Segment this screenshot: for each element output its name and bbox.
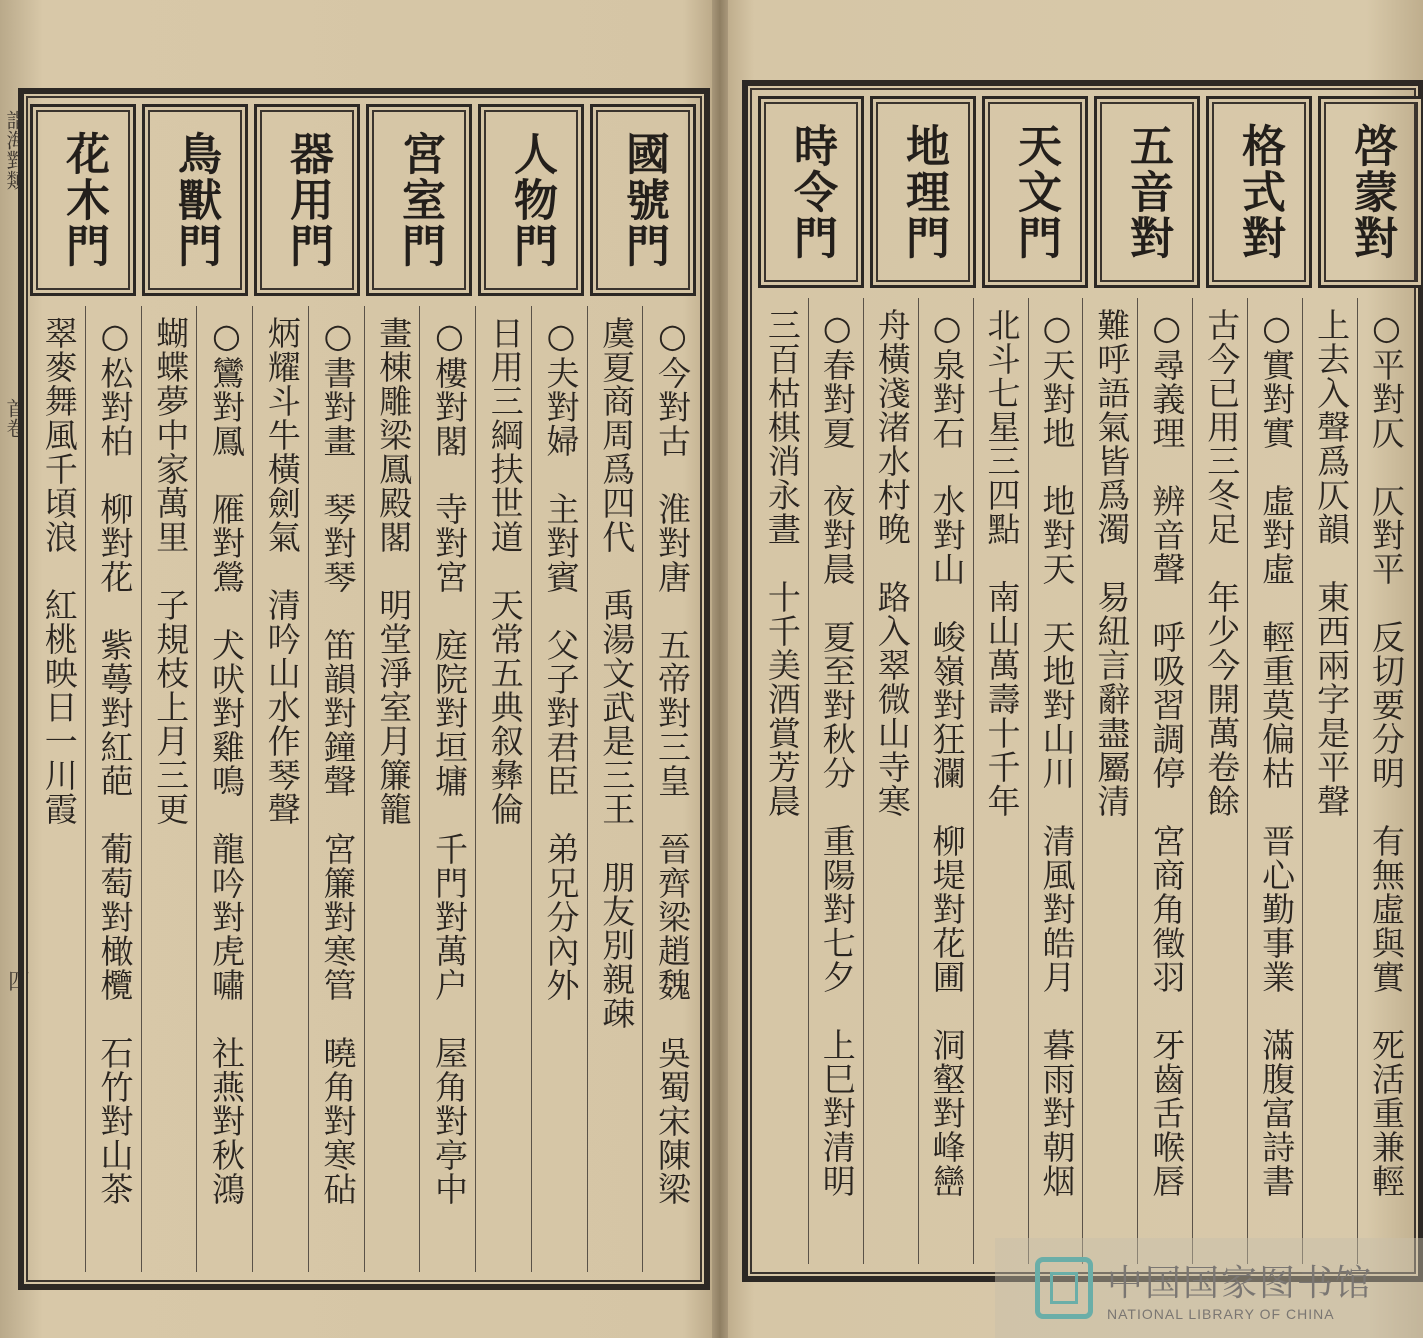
header-wuyin: 五音對 bbox=[1094, 96, 1200, 288]
text-column: ○今對古 淮對唐 五帝對三皇 晉齊梁趙魏 吳蜀宋陳梁 bbox=[642, 306, 698, 1272]
header-gongshi: 宮室門 bbox=[366, 104, 472, 296]
header-shiling: 時令門 bbox=[758, 96, 864, 288]
right-header-row bbox=[758, 96, 1423, 288]
header-geshi: 格式對 bbox=[1206, 96, 1312, 288]
text-column: 畫棟雕梁鳳殿閣 明堂淨室月簾籠 bbox=[364, 306, 420, 1272]
left-text-columns bbox=[30, 306, 698, 1272]
text-column: ○平對仄 仄對平 反切要分明 有無虛與實 死活重兼輕 bbox=[1357, 298, 1412, 1264]
left-header-row bbox=[30, 104, 696, 296]
library-logo-icon bbox=[1035, 1257, 1093, 1319]
header-guohao: 國號門 bbox=[590, 104, 696, 296]
watermark-text bbox=[1107, 1255, 1373, 1322]
library-watermark bbox=[995, 1238, 1423, 1338]
text-column: ○天對地 地對天 天地對山川 清風對皓月 暮雨對朝烟 bbox=[1028, 298, 1083, 1264]
watermark-english: NATIONAL LIBRARY OF CHINA bbox=[1107, 1305, 1335, 1322]
margin-title: 詣海對類 bbox=[3, 110, 27, 190]
text-column: 翠麥舞風千頃浪 紅桃映日一川霞 bbox=[39, 316, 79, 826]
right-text-columns bbox=[754, 298, 1412, 1264]
header-tianwen: 天文門 bbox=[982, 96, 1088, 288]
text-column: ○夫對婦 主對賓 父子對君臣 弟兄分內外 bbox=[531, 306, 587, 1272]
text-column: ○春對夏 夜對晨 夏至對秋分 重陽對七夕 上巳對清明 bbox=[808, 298, 863, 1264]
margin-folio: 首卷 bbox=[3, 398, 27, 438]
header-qimeng: 啓蒙對 bbox=[1318, 96, 1423, 288]
text-column: 北斗七星三四點 南山萬壽十千年 bbox=[973, 298, 1028, 1264]
text-column: 蝴蝶夢中家萬里 子規枝上月三更 bbox=[141, 306, 197, 1272]
text-column: 上去入聲爲仄韻 東西兩字是平聲 bbox=[1302, 298, 1357, 1264]
header-niaoshou: 鳥獸門 bbox=[142, 104, 248, 296]
text-column: 日用三綱扶世道 天常五典叙彝倫 bbox=[475, 306, 531, 1272]
text-column: ○鸞對鳳 雁對鶯 犬吠對雞鳴 龍吟對虎嘯 社燕對秋鴻 bbox=[196, 306, 252, 1272]
page-number: 四 bbox=[8, 970, 31, 995]
header-qiyong: 器用門 bbox=[254, 104, 360, 296]
header-renwu: 人物門 bbox=[478, 104, 584, 296]
text-column: 古今已用三冬足 年少今開萬卷餘 bbox=[1192, 298, 1247, 1264]
text-column: ○泉對石 水對山 峻嶺對狂瀾 柳堤對花圃 洞壑對峰巒 bbox=[918, 298, 973, 1264]
text-column: ○書對畫 琴對琴 笛韻對鐘聲 宮簾對寒管 曉角對寒砧 bbox=[308, 306, 364, 1272]
text-column: 舟橫淺渚水村晚 路入翠微山寺寒 bbox=[863, 298, 918, 1264]
left-page-frame bbox=[18, 88, 710, 1290]
text-column: ○樓對閣 寺對宮 庭院對垣墉 千門對萬户 屋角對亭中 bbox=[419, 306, 475, 1272]
text-column: 三百枯棋消永晝 十千美酒賞芳晨 bbox=[762, 308, 802, 818]
right-page-frame bbox=[742, 80, 1423, 1282]
watermark-chinese: 中国国家图书馆 bbox=[1107, 1262, 1374, 1304]
text-column: 難呼語氣皆爲濁 易紐言辭盡屬清 bbox=[1082, 298, 1137, 1264]
text-column: ○尋義理 辨音聲 呼吸習調停 宮商角徵羽 牙齒舌喉唇 bbox=[1137, 298, 1192, 1264]
header-dili: 地理門 bbox=[870, 96, 976, 288]
text-column: ○實對實 虛對虛 輕重莫偏枯 晋心勤事業 滿腹富詩書 bbox=[1247, 298, 1302, 1264]
text-column: 炳耀斗牛橫劍氣 清吟山水作琴聲 bbox=[252, 306, 308, 1272]
text-column: 虞夏商周爲四代 禹湯文武是三王 朋友別親疎 bbox=[587, 306, 643, 1272]
text-column: ○松對柏 柳對花 紫蕚對紅葩 葡萄對橄欖 石竹對山茶 bbox=[85, 306, 141, 1272]
header-huamu: 花木門 bbox=[30, 104, 136, 296]
